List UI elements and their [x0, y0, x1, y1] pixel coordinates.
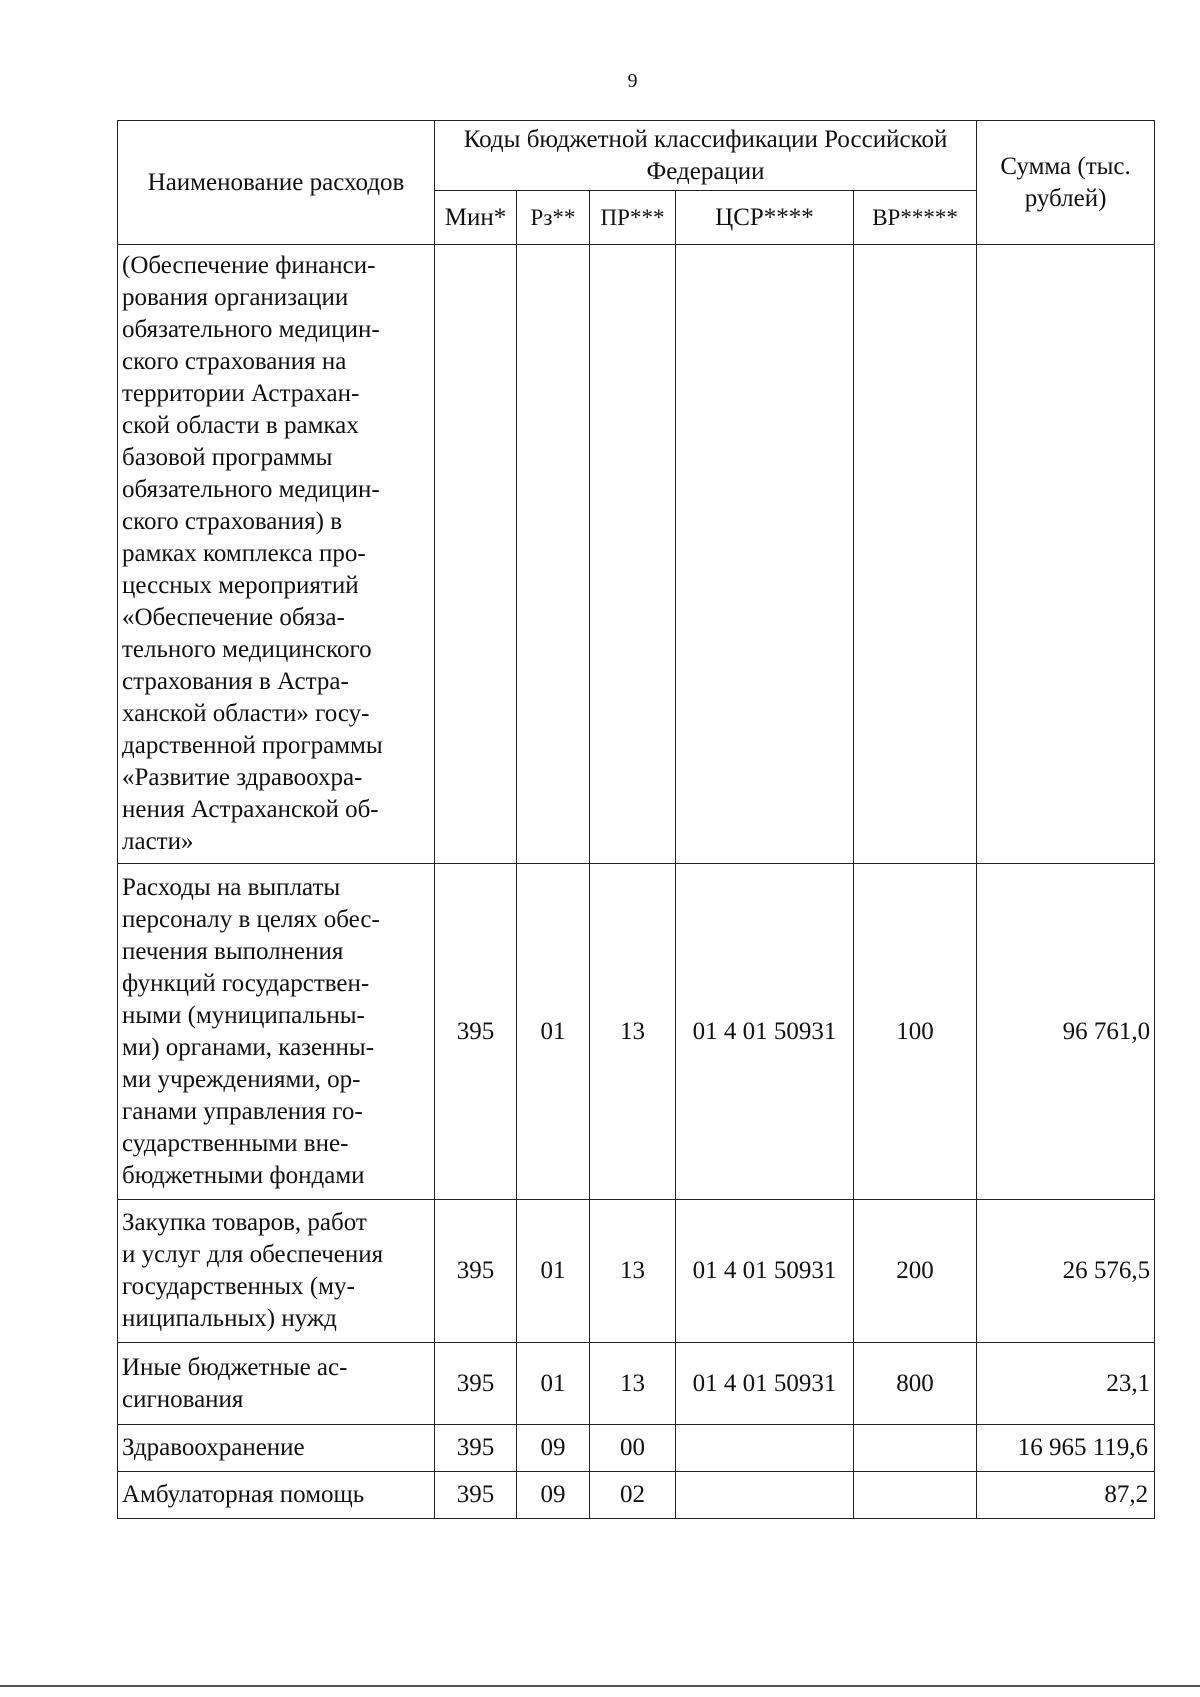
row-sum: 26 576,5	[977, 1200, 1155, 1343]
row-min: 395	[435, 1472, 517, 1519]
row-min: 395	[435, 1343, 517, 1425]
row-name: Амбулаторная помощь	[122, 1481, 365, 1508]
row-vr	[854, 245, 977, 864]
header-vr: ВР*****	[854, 191, 977, 245]
row-name: Здравоохранение	[122, 1434, 305, 1461]
row-pr: 02	[590, 1472, 676, 1519]
table-row	[118, 245, 1155, 864]
table-row	[118, 1472, 1155, 1519]
row-vr	[854, 1425, 977, 1472]
header-codes-group: Коды бюджетной классификации Российской Федерации	[435, 121, 977, 191]
header-min: Мин*	[435, 191, 517, 245]
row-name: Иные бюджетные ас- сигнования	[122, 1353, 348, 1413]
row-min: 395	[435, 1425, 517, 1472]
header-name: Наименование расходов	[118, 121, 435, 245]
row-rz: 09	[517, 1425, 590, 1472]
row-vr	[854, 1472, 977, 1519]
page-number: 9	[627, 70, 638, 92]
header-pr: ПР***	[590, 191, 676, 245]
row-pr	[590, 245, 676, 864]
row-name: Расходы на выплаты персоналу в целях обес- печения выполнения функций государствен- ными (муниципальны- ми) органами, казенны- ми учреждениями, ор- ганами управления го- сударственными вне- бюджетными фондами	[122, 873, 380, 1189]
row-rz	[517, 245, 590, 864]
row-sum	[977, 245, 1155, 864]
row-min	[435, 245, 517, 864]
row-rz: 01	[517, 1200, 590, 1343]
row-sum: 16 965 119,6	[977, 1425, 1155, 1472]
table-row	[118, 864, 1155, 1200]
row-min: 395	[435, 864, 517, 1200]
row-rz: 01	[517, 864, 590, 1200]
row-csr: 01 4 01 50931	[676, 864, 854, 1200]
row-sum: 23,1	[977, 1343, 1155, 1425]
row-min: 395	[435, 1200, 517, 1343]
budget-table	[117, 120, 1155, 1519]
row-pr: 13	[590, 1343, 676, 1425]
header-sum: Сумма (тыс. рублей)	[977, 121, 1155, 245]
row-vr: 200	[854, 1200, 977, 1343]
table-row	[118, 1200, 1155, 1343]
row-sum: 87,2	[977, 1472, 1155, 1519]
row-name: (Обеспечение финанси- рования организации обязательного медицин- ского страхования на территории Астрахан- ской области в рамках базовой программы обязательного медицин- ского страхования) в рамках комплекса про- цессных мероприятий «Обеспечение обяза- тельного медицинского страхования в Астра- ханской области» госу- дарственной программы «Развитие здравоохра- нения Астраханской об- ласти»	[122, 252, 383, 855]
row-rz: 01	[517, 1343, 590, 1425]
row-vr: 800	[854, 1343, 977, 1425]
row-sum: 96 761,0	[977, 864, 1155, 1200]
row-pr: 13	[590, 864, 676, 1200]
table-row	[118, 1343, 1155, 1425]
row-csr	[676, 1472, 854, 1519]
row-pr: 13	[590, 1200, 676, 1343]
header-rz: Рз**	[517, 191, 590, 245]
table-row	[118, 1425, 1155, 1472]
row-csr: 01 4 01 50931	[676, 1343, 854, 1425]
row-vr: 100	[854, 864, 977, 1200]
row-pr: 00	[590, 1425, 676, 1472]
header-csr: ЦСР****	[676, 191, 854, 245]
row-rz: 09	[517, 1472, 590, 1519]
row-csr	[676, 1425, 854, 1472]
row-csr: 01 4 01 50931	[676, 1200, 854, 1343]
row-csr	[676, 245, 854, 864]
row-name: Закупка товаров, работ и услуг для обеспечения государственных (му- ниципальных) нужд	[122, 1209, 384, 1332]
bottom-divider	[0, 1685, 1200, 1687]
